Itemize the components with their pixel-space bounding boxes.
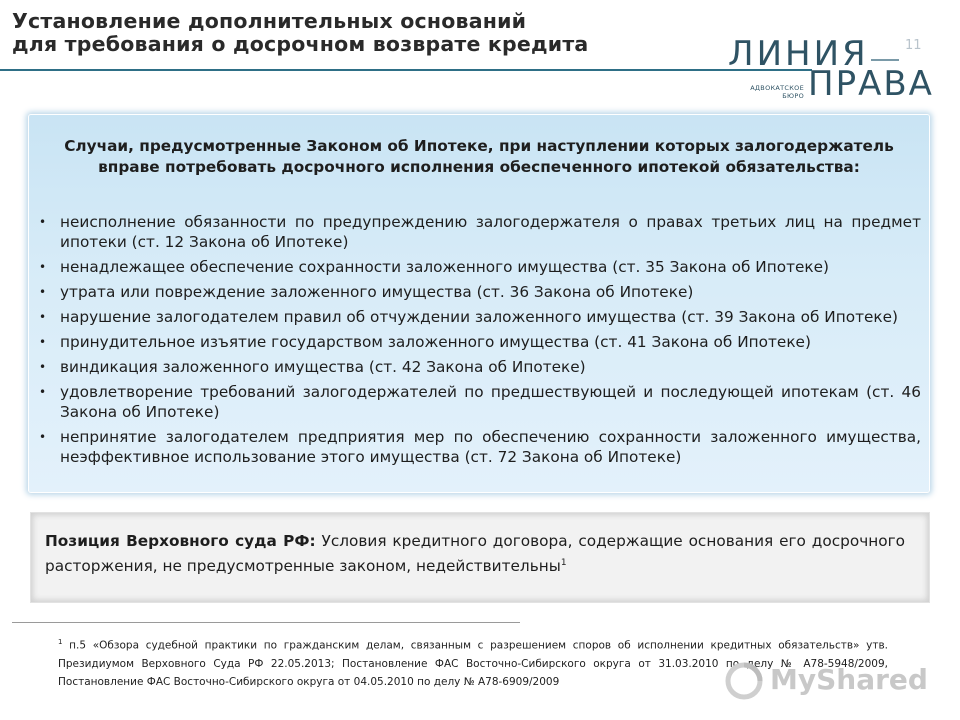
supreme-court-position-box <box>31 513 929 602</box>
logo-line-1: ЛИНИЯ <box>728 34 869 74</box>
list-item: • утрата или повреждение заложенного имущества (ст. 36 Закона об Ипотеке) <box>39 283 694 301</box>
firm-logo <box>728 34 934 104</box>
footnote-marker: 1 <box>58 638 63 646</box>
panel-heading: Случаи, предусмотренные Законом об Ипотеке, при наступлении которых залогодержатель вправе потребовать досрочного исполнения обеспеченного ипотекой обязательства: <box>64 137 894 176</box>
list-item: • неисполнение обязанности по предупреждению залогодержателя о правах третьих лиц на предмет ипотеки (ст. 12 Закона об Ипотеке) <box>39 213 921 251</box>
mortgage-cases-panel <box>29 115 929 492</box>
list-item: • удовлетворение требований залогодержателей по предшествующей и последующей ипотекам (ст. 46 Закона об Ипотеке) <box>39 383 921 421</box>
logo-subtitle: АДВОКАТСКОЕ БЮРО <box>750 84 804 100</box>
footnote-divider <box>12 622 520 623</box>
bullet-icon: • <box>39 260 47 274</box>
court-position-lead: Позиция Верховного суда РФ: <box>45 532 316 550</box>
logo-accent-line <box>871 59 899 61</box>
bullet-icon: • <box>39 360 47 374</box>
court-position-text <box>45 530 905 577</box>
list-item: • ненадлежащее обеспечение сохранности заложенного имущества (ст. 35 Закона об Ипотеке) <box>39 258 830 276</box>
watermark-text: MyShared <box>770 663 928 696</box>
page-number: 11 <box>905 38 922 53</box>
slide-title <box>12 10 712 56</box>
title-divider <box>0 69 812 71</box>
title-line-1: Установление дополнительных оснований <box>12 9 527 33</box>
court-position-body: Условия кредитного договора, содержащие основания его досрочного расторжения, не предусмотренные законом, недействительны <box>45 532 905 576</box>
list-item: • непринятие залогодателем предприятия мер по обеспечению сохранности заложенного имущества, неэффективное использование этого имущества (ст. 72 Закона об Ипотеке) <box>39 428 921 466</box>
footnote-reference[interactable]: 1 <box>560 558 567 568</box>
footnote-text: п.5 «Обзора судебной практики по гражданским делам, связанным с разрешением споров об исполнении кредитных обязательств» утв. Президиумом Верховного Суда РФ 22.05.2013; Постановление ФАС Восточно-Сибирского округа от 31.03.2010 по делу № А78-5948/2009, Постановление ФАС Восточно-Сибирского округа от 04.05.2010 по делу № А78-6909/2009 <box>58 639 888 688</box>
cases-list <box>39 212 921 472</box>
logo-line-2: ПРАВА <box>808 64 934 104</box>
bullet-icon: • <box>39 310 47 324</box>
bullet-icon: • <box>39 215 47 229</box>
myshared-watermark <box>718 661 958 701</box>
title-line-2: для требования о досрочном возврате кредита <box>12 32 589 56</box>
myshared-logo-icon <box>722 661 766 701</box>
bullet-icon: • <box>39 335 47 349</box>
bullet-icon: • <box>39 285 47 299</box>
list-item: • нарушение залогодателем правил об отчуждении заложенного имущества (ст. 39 Закона об Ипотеке) <box>39 308 899 326</box>
bullet-icon: • <box>39 430 47 444</box>
list-item: • виндикация заложенного имущества (ст. 42 Закона об Ипотеке) <box>39 358 586 376</box>
list-item: • принудительное изъятие государством заложенного имущества (ст. 41 Закона об Ипотеке) <box>39 333 811 351</box>
bullet-icon: • <box>39 385 47 399</box>
